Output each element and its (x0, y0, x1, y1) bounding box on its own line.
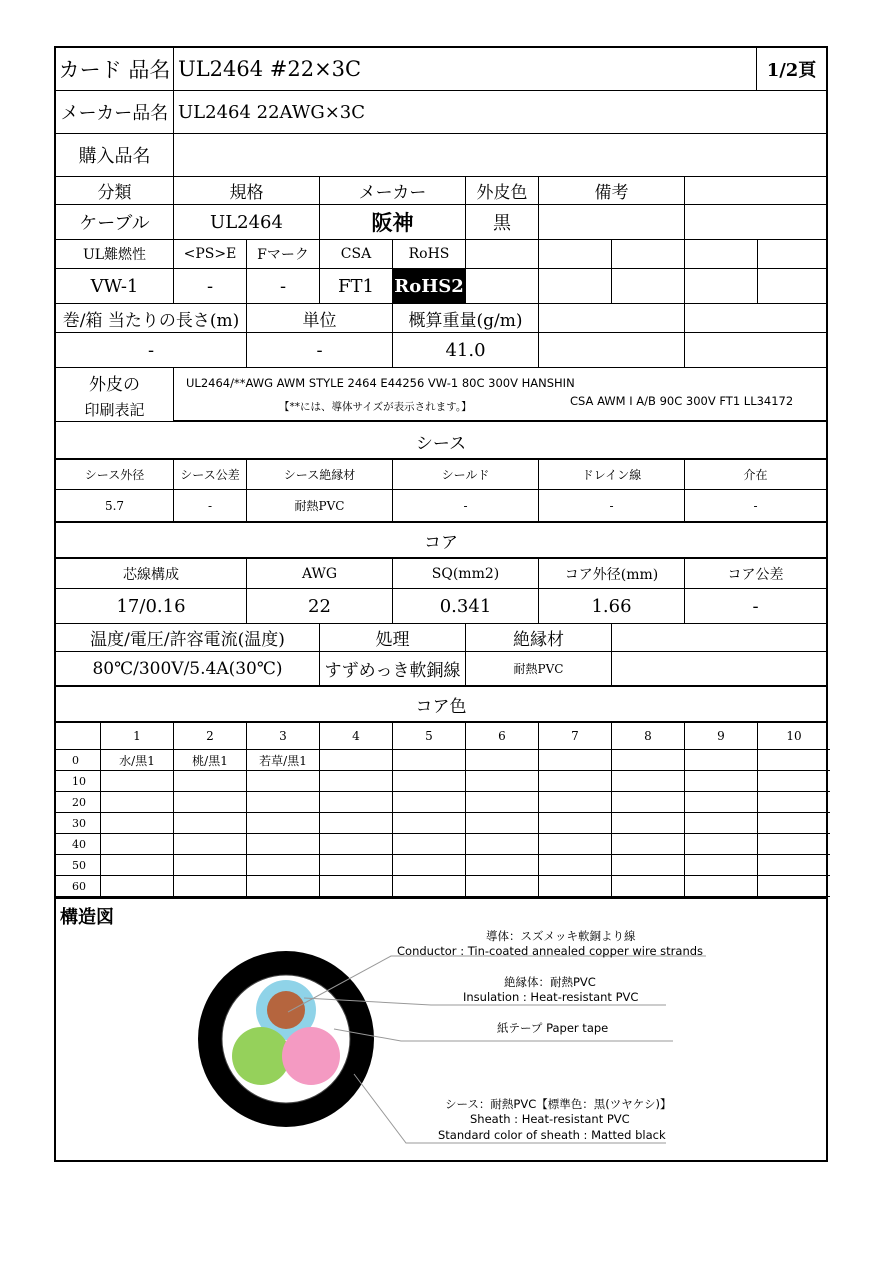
core-color-cell (247, 813, 320, 834)
print-line-3: CSA AWM I A/B 90C 300V FT1 LL34172 (570, 394, 794, 408)
spec-header-5 (685, 177, 826, 205)
grid-col-9: 9 (685, 723, 758, 750)
spec-header-2: メーカー (320, 177, 466, 205)
purchase-name-value (174, 134, 826, 177)
grid-col-6: 6 (466, 723, 539, 750)
label-paper: 紙テープ Paper tape (497, 1021, 609, 1035)
cert-header-5 (466, 240, 539, 269)
length-value-3 (539, 333, 685, 368)
core-color-cell (174, 876, 247, 897)
label-conductor-en: Conductor : Tin-coated annealed copper wire strands (397, 944, 704, 958)
grid-col-5: 5 (393, 723, 466, 750)
grid-row-label: 40 (56, 834, 101, 855)
core-color-cell (247, 771, 320, 792)
spec-value-4 (539, 205, 685, 240)
grid-row-label: 30 (56, 813, 101, 834)
sheath-header-3: シールド (393, 460, 539, 490)
core-color-cell (758, 750, 830, 771)
core-color-cell (466, 771, 539, 792)
core-green (232, 1027, 290, 1085)
page-indicator: 1/2頁 (757, 48, 826, 91)
core-color-cell (539, 792, 612, 813)
sheath-header-5: 介在 (685, 460, 826, 490)
core-color-cell (539, 834, 612, 855)
grid-col-1: 1 (101, 723, 174, 750)
core-color-cell (685, 876, 758, 897)
core-color-cell (539, 750, 612, 771)
length-value-4 (685, 333, 826, 368)
grid-col-7: 7 (539, 723, 612, 750)
spec-header-0: 分類 (56, 177, 174, 205)
core-value-3: 1.66 (539, 589, 685, 624)
core-pink (282, 1027, 340, 1085)
cert-value-3: FT1 (320, 269, 393, 304)
core-color-cell (612, 876, 685, 897)
grid-row-label: 0 (56, 750, 101, 771)
spec-sheet (54, 46, 828, 1162)
cert-header-8 (685, 240, 758, 269)
core-color-cell (685, 855, 758, 876)
core2-value-0: 80℃/300V/5.4A(30℃) (56, 652, 320, 686)
core-color-cell (612, 792, 685, 813)
core-color-cell (174, 771, 247, 792)
core-color-cell (758, 813, 830, 834)
core-color-cell (320, 813, 393, 834)
core-color-cell (466, 750, 539, 771)
core-color-cell (320, 855, 393, 876)
cert-value-9 (758, 269, 826, 304)
core-color-cell (685, 813, 758, 834)
core-color-cell (758, 771, 830, 792)
core-color-cell (101, 834, 174, 855)
core-color-cell (685, 771, 758, 792)
print-label (56, 368, 174, 422)
cert-header-2: Fマーク (247, 240, 320, 269)
print-label-line1: 外皮の (89, 374, 140, 395)
spec-header-4: 備考 (539, 177, 685, 205)
core-color-cell (539, 771, 612, 792)
core-color-cell (320, 792, 393, 813)
core-value-0: 17/0.16 (56, 589, 247, 624)
core-color-cell (612, 834, 685, 855)
spec-value-1: UL2464 (174, 205, 320, 240)
print-text-area (174, 368, 826, 422)
core-color-cell (758, 855, 830, 876)
sheath-header-0: シース外径 (56, 460, 174, 490)
length-header-4 (685, 304, 826, 333)
spec-header-3: 外皮色 (466, 177, 539, 205)
core2-value-3 (612, 652, 826, 686)
core-color-cell (247, 792, 320, 813)
core-color-cell (758, 834, 830, 855)
core-color-cell (466, 855, 539, 876)
core2-value-2: 耐熱PVC (466, 652, 612, 686)
length-header-0: 巻/箱 当たりの長さ(m) (56, 304, 247, 333)
card-name-value: UL2464 #22×3C (174, 48, 757, 91)
label-sheath-en: Sheath : Heat-resistant PVC (470, 1112, 630, 1126)
core2-value-1: すずめっき軟銅線 (320, 652, 466, 686)
core-value-2: 0.341 (393, 589, 539, 624)
core-color-cell (174, 813, 247, 834)
grid-corner (56, 723, 101, 750)
structure-diagram (56, 897, 826, 1160)
core2-header-2: 絶縁材 (466, 624, 612, 652)
grid-col-3: 3 (247, 723, 320, 750)
core-color-cell (539, 813, 612, 834)
core-color-cell (685, 750, 758, 771)
sheath-header-4: ドレイン線 (539, 460, 685, 490)
core-color-cell (247, 834, 320, 855)
core-color-cell: 水/黒1 (101, 750, 174, 771)
cert-value-7 (612, 269, 685, 304)
core-color-cell (101, 771, 174, 792)
core-color-cell (393, 834, 466, 855)
length-value-0: - (56, 333, 247, 368)
spec-value-3: 黒 (466, 205, 539, 240)
cert-header-4: RoHS (393, 240, 466, 269)
sheath-header-1: シース公差 (174, 460, 247, 490)
sheath-value-5: - (685, 490, 826, 522)
cert-header-9 (758, 240, 826, 269)
core2-header-1: 処理 (320, 624, 466, 652)
core-color-title: コア色 (56, 686, 826, 723)
core-header-0: 芯線構成 (56, 559, 247, 589)
core-color-cell (320, 834, 393, 855)
maker-name-value: UL2464 22AWG×3C (174, 91, 826, 134)
core-color-cell (101, 855, 174, 876)
conductor (267, 991, 305, 1029)
core-color-cell: 桃/黒1 (174, 750, 247, 771)
sheath-value-2: 耐熱PVC (247, 490, 393, 522)
label-sheath-jp: シース：耐熱PVC【標準色：黒(ツヤケシ)】 (445, 1097, 672, 1111)
sheath-value-3: - (393, 490, 539, 522)
core-color-cell (758, 792, 830, 813)
length-value-2: 41.0 (393, 333, 539, 368)
core-color-cell (320, 750, 393, 771)
core-color-cell (247, 855, 320, 876)
label-sheath-en2: Standard color of sheath : Matted black (438, 1128, 666, 1142)
sheath-value-0: 5.7 (56, 490, 174, 522)
cert-value-2: - (247, 269, 320, 304)
grid-row-label: 20 (56, 792, 101, 813)
core-color-cell (466, 834, 539, 855)
core-color-cell (174, 834, 247, 855)
core-title: コア (56, 522, 826, 559)
core-value-1: 22 (247, 589, 393, 624)
label-conductor-jp: 導体：スズメッキ軟銅より線 (486, 929, 636, 943)
maker-name-label: メーカー品名 (56, 91, 174, 134)
core2-header-0: 温度/電圧/許容電流(温度) (56, 624, 320, 652)
core2-header-3 (612, 624, 826, 652)
core-color-cell (685, 834, 758, 855)
length-header-3 (539, 304, 685, 333)
cert-value-6 (539, 269, 612, 304)
core-color-cell (758, 876, 830, 897)
print-line-2: 【**には、導体サイズが表示されます。】 (279, 401, 472, 413)
core-color-cell (393, 876, 466, 897)
cert-value-0: VW-1 (56, 269, 174, 304)
grid-col-8: 8 (612, 723, 685, 750)
core-color-cell (393, 750, 466, 771)
spec-value-5 (685, 205, 826, 240)
core-color-cell (393, 855, 466, 876)
spec-value-2: 阪神 (320, 205, 466, 240)
grid-row-label: 50 (56, 855, 101, 876)
core-color-cell (174, 792, 247, 813)
core-color-cell (101, 813, 174, 834)
core-header-4: コア公差 (685, 559, 826, 589)
core-color-cell (101, 792, 174, 813)
label-insulation-jp: 絶縁体：耐熱PVC (504, 975, 596, 989)
core-color-cell (466, 876, 539, 897)
core-color-cell (174, 855, 247, 876)
core-color-cell (685, 792, 758, 813)
grid-row-label: 10 (56, 771, 101, 792)
grid-col-10: 10 (758, 723, 830, 750)
core-header-1: AWG (247, 559, 393, 589)
core-color-cell (320, 876, 393, 897)
length-header-1: 単位 (247, 304, 393, 333)
core-color-cell (466, 813, 539, 834)
cert-header-7 (612, 240, 685, 269)
length-header-2: 概算重量(g/m) (393, 304, 539, 333)
cert-header-3: CSA (320, 240, 393, 269)
core-color-cell (612, 771, 685, 792)
cert-value-1: - (174, 269, 247, 304)
core-color-cell (612, 855, 685, 876)
sheath-title: シース (56, 424, 826, 460)
print-label-line2: 印刷表記 (84, 400, 145, 419)
core-header-3: コア外径(mm) (539, 559, 685, 589)
core-color-cell (539, 876, 612, 897)
core-color-cell (247, 876, 320, 897)
cert-header-6 (539, 240, 612, 269)
label-insulation-en: Insulation : Heat-resistant PVC (463, 990, 639, 1004)
core-color-cell (393, 813, 466, 834)
core-color-cell (320, 771, 393, 792)
cert-header-0: UL難燃性 (56, 240, 174, 269)
core-color-cell (466, 792, 539, 813)
cert-value-4: RoHS2 (393, 269, 466, 304)
core-color-cell (539, 855, 612, 876)
core-color-cell (393, 792, 466, 813)
core-color-cell: 若草/黒1 (247, 750, 320, 771)
spec-header-1: 規格 (174, 177, 320, 205)
core-color-cell (393, 771, 466, 792)
sheath-header-2: シース絶縁材 (247, 460, 393, 490)
sheath-value-4: - (539, 490, 685, 522)
grid-col-4: 4 (320, 723, 393, 750)
print-line-1: UL2464/**AWG AWM STYLE 2464 E44256 VW-1 80C 300V HANSHIN (186, 376, 575, 390)
grid-row-label: 60 (56, 876, 101, 897)
spec-value-0: ケーブル (56, 205, 174, 240)
cert-value-5 (466, 269, 539, 304)
core-color-cell (101, 876, 174, 897)
sheath-value-1: - (174, 490, 247, 522)
grid-col-2: 2 (174, 723, 247, 750)
cert-header-1: <PS>E (174, 240, 247, 269)
length-value-1: - (247, 333, 393, 368)
cert-value-8 (685, 269, 758, 304)
core-value-4: - (685, 589, 826, 624)
core-header-2: SQ(mm2) (393, 559, 539, 589)
card-name-label: カード 品名 (56, 48, 174, 91)
purchase-name-label: 購入品名 (56, 134, 174, 177)
core-color-cell (612, 813, 685, 834)
core-color-cell (612, 750, 685, 771)
diagram-title: 構造図 (60, 907, 114, 928)
